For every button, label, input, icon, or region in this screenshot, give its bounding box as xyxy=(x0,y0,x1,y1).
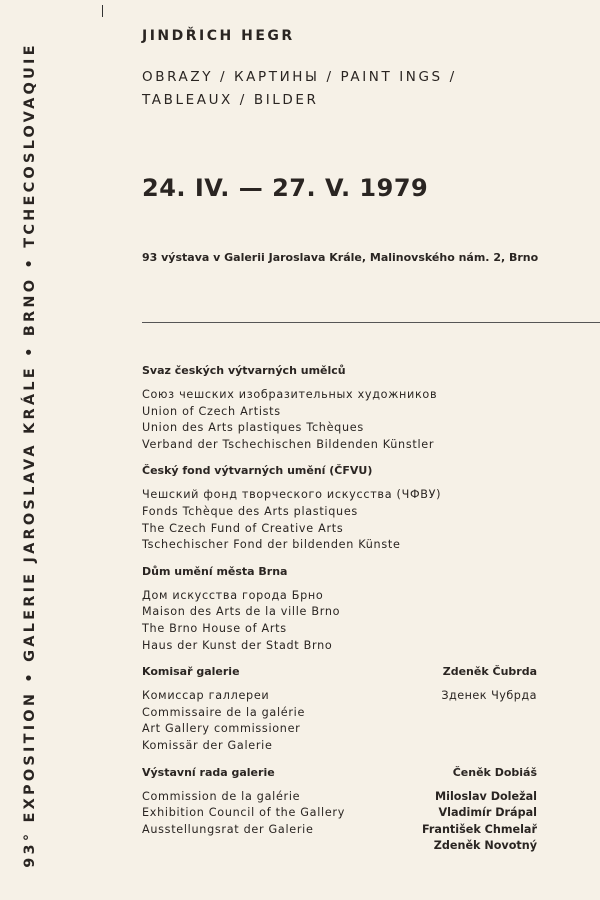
section-line: Komissär der Galerie xyxy=(142,738,273,752)
section-line: Чешский фонд творческого искусства (ЧФВУ) xyxy=(142,488,442,502)
vertical-banner: 93° EXPOSITION • GALERIE JAROSLAVA KRÁLE • BRNO • TCHECOSLOVAQUIE xyxy=(22,42,38,868)
venue-line: 93 výstava v Galerii Jaroslava Krále, Malinovského nám. 2, Brno xyxy=(142,251,539,264)
credits-sections xyxy=(142,364,537,866)
section-persons xyxy=(441,688,537,754)
credit-section xyxy=(142,665,537,754)
header xyxy=(142,28,457,112)
section-line: Union des Arts plastiques Tchèques xyxy=(142,421,364,435)
exhibition-dates: 24. IV. — 27. V. 1979 xyxy=(142,174,429,202)
section-line: Союз чешских изобразительных художников xyxy=(142,388,438,401)
section-lines xyxy=(142,688,305,754)
credit-section xyxy=(142,565,537,654)
section-heading: Český fond výtvarných umění (ČFVU) xyxy=(142,464,373,478)
person-name: Zdeněk Novotný xyxy=(433,839,537,853)
section-body xyxy=(142,588,537,654)
corner-tick xyxy=(102,5,103,17)
section-heading-row xyxy=(142,766,537,782)
section-body xyxy=(142,487,537,553)
section-line: Exhibition Council of the Gallery xyxy=(142,806,346,820)
section-line: Verband der Tschechischen Bildenden Künstler xyxy=(142,437,435,451)
vertical-banner-area xyxy=(6,0,54,900)
subtitle-line-1: OBRAZY / КАРТИНЫ / PAINT INGS / xyxy=(142,69,457,85)
section-heading-row xyxy=(142,565,537,581)
person-name: František Chmelař xyxy=(421,822,537,836)
section-body xyxy=(142,789,537,855)
person-name: Зденек Чубрда xyxy=(441,689,537,703)
section-body xyxy=(142,387,537,453)
credit-section xyxy=(142,364,537,453)
credit-section xyxy=(142,766,537,855)
section-line: Комиссар галлереи xyxy=(142,689,270,703)
divider xyxy=(142,322,600,323)
section-persons xyxy=(422,789,537,855)
section-heading: Svaz českých výtvarných umělců xyxy=(142,364,346,377)
section-lines xyxy=(142,487,441,553)
section-line: The Brno House of Arts xyxy=(142,621,287,635)
section-line: Commissaire de la galérie xyxy=(142,705,306,719)
section-heading: Výstavní rada galerie xyxy=(142,765,275,779)
subtitle xyxy=(142,66,457,112)
section-heading-row xyxy=(142,665,537,681)
subtitle-line-2: TABLEAUX / BILDER xyxy=(142,92,319,108)
section-heading: Dům umění města Brna xyxy=(142,564,288,578)
section-line: Maison des Arts de la ville Brno xyxy=(142,605,341,619)
section-heading-person: Zdeněk Čubrda xyxy=(442,665,537,679)
section-heading: Komisař galerie xyxy=(142,665,240,679)
section-line: Tschechischer Fond der bildenden Künste xyxy=(142,538,401,552)
section-lines xyxy=(142,387,437,453)
section-lines xyxy=(142,588,340,654)
section-line: Ausstellungsrat der Galerie xyxy=(142,822,314,836)
artist-name: JINDŘICH HEGR xyxy=(142,28,295,44)
section-heading-row xyxy=(142,364,537,380)
section-body xyxy=(142,688,537,754)
section-lines xyxy=(142,789,345,855)
section-line: Commission de la galérie xyxy=(142,789,301,803)
section-line: The Czech Fund of Creative Arts xyxy=(142,521,344,535)
section-line: Haus der Kunst der Stadt Brno xyxy=(142,638,333,652)
credit-section xyxy=(142,464,537,553)
section-line: Union of Czech Artists xyxy=(142,404,281,418)
person-name: Vladimír Drápal xyxy=(438,806,537,820)
section-line: Дом искусства города Брно xyxy=(142,588,324,602)
section-heading-row xyxy=(142,464,537,480)
person-name: Miloslav Doležal xyxy=(434,789,537,803)
section-line: Art Gallery commissioner xyxy=(142,722,301,736)
section-heading-person: Čeněk Dobiáš xyxy=(452,765,537,779)
section-line: Fonds Tchèque des Arts plastiques xyxy=(142,504,358,518)
